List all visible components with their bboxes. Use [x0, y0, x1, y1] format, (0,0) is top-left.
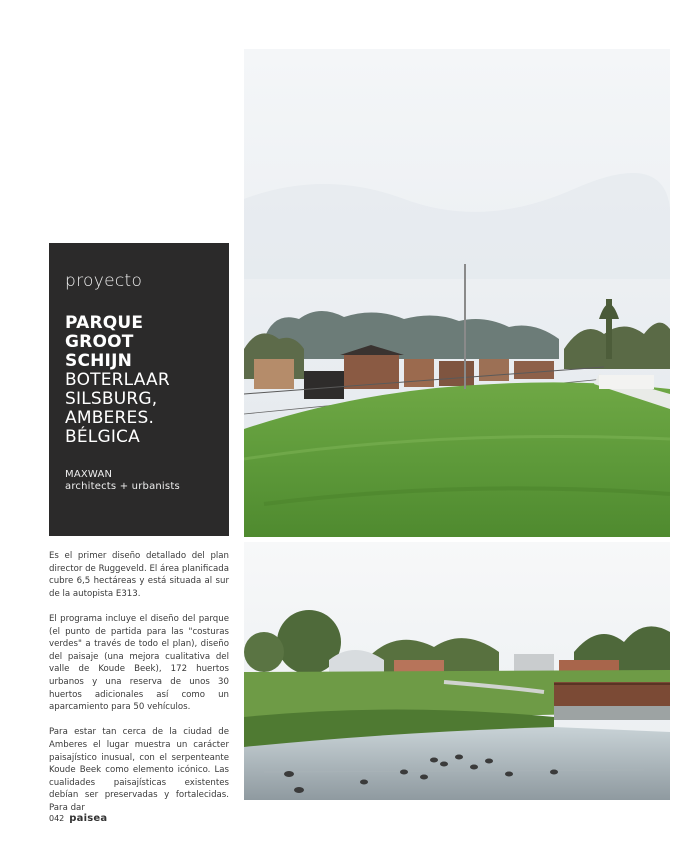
- location-line: BOTERLAAR: [65, 370, 170, 390]
- body-paragraph: Para estar tan cerca de la ciudad de Amberes el lugar muestra un carácter paisajístico inusual, con el serpenteante Koude Beek como elemento icónico. Las cualidades paisajísticas existentes debían ser preservadas y fortalecidas. Para dar: [49, 727, 229, 813]
- article-body: [49, 550, 229, 827]
- project-title-line: SCHIJN: [65, 351, 133, 371]
- page-number: 042: [49, 814, 65, 823]
- firm-description: architects + urbanists: [65, 481, 180, 492]
- page-footer: [49, 813, 107, 824]
- section-kicker: proyecto: [65, 271, 143, 291]
- photo-allotments-graphic: [244, 49, 670, 537]
- location-line: BÉLGICA: [65, 427, 140, 447]
- body-paragraph: El programa incluye el diseño del parque (el punto de partida para las "costuras verdes" a través de todo el plan), diseño del paisaje (una mejora cualitativa del valle de Koude Beek), 172 huertos urbanos y una reserva de unos 30 huertos adicionales así como un aparcamiento para 50 vehículos.: [49, 613, 229, 713]
- location-line: SILSBURG,: [65, 389, 158, 409]
- body-paragraph: Es el primer diseño detallado del plan director de Ruggeveld. El área planificada cubre 6,5 hectáreas y está situada al sur de la autopista E313.: [49, 551, 229, 599]
- firm-name: MAXWAN: [65, 469, 113, 480]
- photo-creek-graphic: [244, 542, 670, 800]
- project-location: [65, 371, 213, 447]
- photo-allotments: [244, 49, 670, 537]
- project-title-box: [49, 243, 229, 536]
- photo-creek: [244, 542, 670, 800]
- firm-credit: [65, 469, 213, 493]
- project-title: [65, 314, 213, 371]
- location-line: AMBERES.: [65, 408, 155, 428]
- project-title-line: PARQUE GROOT: [65, 313, 144, 352]
- magazine-brand: paisea: [69, 813, 108, 824]
